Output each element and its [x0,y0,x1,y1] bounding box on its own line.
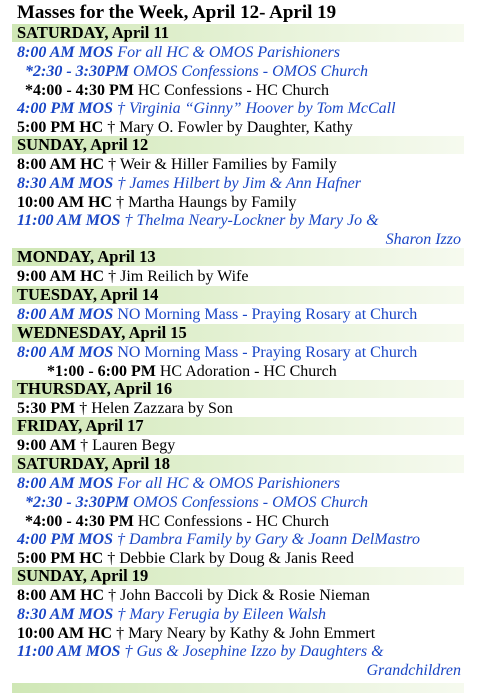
mass-entry [17,193,464,212]
day-label: FRIDAY, April 17 [17,416,144,435]
mass-entry [25,512,472,531]
day-header [12,567,464,585]
mass-intention: † Virginia “Ginny” Hoover by Tom McCall [113,100,396,118]
mass-entry [17,155,464,174]
mass-time: 8:00 AM MOS [17,44,114,61]
mass-entry [17,624,464,643]
mass-intention: † Weir & Hiller Families by Family [104,156,337,173]
mass-intention: † Lauren Begy [76,437,176,454]
mass-entry [17,305,464,324]
mass-intention: NO Morning Mass - Praying Rosary at Church [113,344,418,361]
mass-intention: † Mary Neary by Kathy & John Emmert [112,624,376,642]
mass-entry [17,586,464,605]
mass-entry [17,642,464,661]
mass-entry [17,343,464,362]
mass-time: *1:00 - 6:00 PM [47,362,156,380]
mass-intention-continued: Sharon Izzo [385,231,461,249]
mass-time: 9:00 AM HC [17,268,105,285]
mass-time: 5:00 PM HC [17,550,104,568]
mass-entry [47,362,485,381]
mass-time: 8:00 AM MOS [17,344,114,361]
day-label: SUNDAY, April 19 [17,566,149,585]
mass-time: 5:30 PM [17,400,76,417]
mass-entry [17,211,464,230]
mass-intention: OMOS Confessions - OMOS Church [128,62,368,80]
mass-time: 4:00 PM MOS [17,100,114,118]
mass-entry [17,474,464,493]
mass-intention: HC Confessions - HC Church [133,81,329,99]
mass-intention: † Thelma Neary-Lockner by Mary Jo & [120,212,379,230]
mass-time: 5:00 PM HC [17,119,104,137]
day-header [12,455,464,473]
mass-time: 9:00 AM [17,437,77,454]
mass-entry [17,99,464,118]
day-label: THURSDAY, April 16 [17,379,173,398]
mass-time: 8:00 AM HC [17,587,105,604]
mass-time: 8:00 AM MOS [17,306,114,323]
mass-intention-continued: Grandchildren [366,662,461,680]
mass-entry [25,493,472,512]
mass-time: 11:00 AM MOS [17,643,121,661]
mass-time: 10:00 AM HC [17,193,113,211]
mass-intention: † Dambra Family by Gary & Joann DelMastro [113,531,420,549]
day-label: WEDNESDAY, April 15 [17,323,187,342]
mass-intention: HC Confessions - HC Church [133,512,329,530]
mass-intention: † James Hilbert by Jim & Ann Hafner [113,174,361,192]
mass-intention: † Mary O. Fowler by Daughter, Kathy [103,119,353,137]
mass-intention: HC Adoration - HC Church [155,362,337,380]
mass-entry [17,436,464,455]
mass-time: 8:30 AM MOS [17,174,114,192]
mass-intention: For all HC & OMOS Parishioners [113,44,340,61]
day-header [12,248,464,266]
day-header [12,417,464,435]
day-label: MONDAY, April 13 [17,247,156,266]
mass-entry [17,605,464,624]
day-header [12,324,464,342]
day-label: TUESDAY, April 14 [17,285,159,304]
mass-intention: † John Baccoli by Dick & Rosie Nieman [104,587,370,604]
mass-entry [17,43,464,62]
mass-intention: For all HC & OMOS Parishioners [113,475,340,492]
page-title: Masses for the Week, April 12- April 19 [17,2,337,23]
mass-entry [25,81,472,100]
mass-intention: † Martha Haungs by Family [112,193,297,211]
mass-entry [17,174,464,193]
mass-intention: † Jim Reilich by Wife [104,268,249,285]
day-label: SATURDAY, April 18 [17,454,170,473]
mass-time: *2:30 - 3:30PM [25,62,129,80]
day-header [12,286,464,304]
day-header [12,136,464,154]
mass-intention: † Gus & Josephine Izzo by Daughters & [120,643,384,661]
day-label: SUNDAY, April 12 [17,135,149,154]
mass-time: *2:30 - 3:30PM [25,493,129,511]
mass-time: 8:00 AM MOS [17,475,114,492]
mass-entry [25,62,472,81]
mass-entry [17,267,464,286]
mass-time: *4:00 - 4:30 PM [25,512,134,530]
mass-time: 4:00 PM MOS [17,531,114,549]
mass-intention: † Debbie Clark by Doug & Janis Reed [103,550,354,568]
mass-time: 8:30 AM MOS [17,605,114,623]
mass-time: 10:00 AM HC [17,624,113,642]
mass-intention: NO Morning Mass - Praying Rosary at Church [113,306,418,323]
mass-time: *4:00 - 4:30 PM [25,81,134,99]
day-label: SATURDAY, April 11 [17,23,170,42]
mass-time: 8:00 AM HC [17,156,105,173]
mass-intention: † Mary Ferugia by Eileen Walsh [113,605,327,623]
mass-intention: OMOS Confessions - OMOS Church [128,493,368,511]
day-header [12,380,464,398]
mass-time: 11:00 AM MOS [17,212,121,230]
mass-intention: † Helen Zazzara by Son [75,400,233,417]
mass-entry [17,530,464,549]
day-header [12,24,464,42]
